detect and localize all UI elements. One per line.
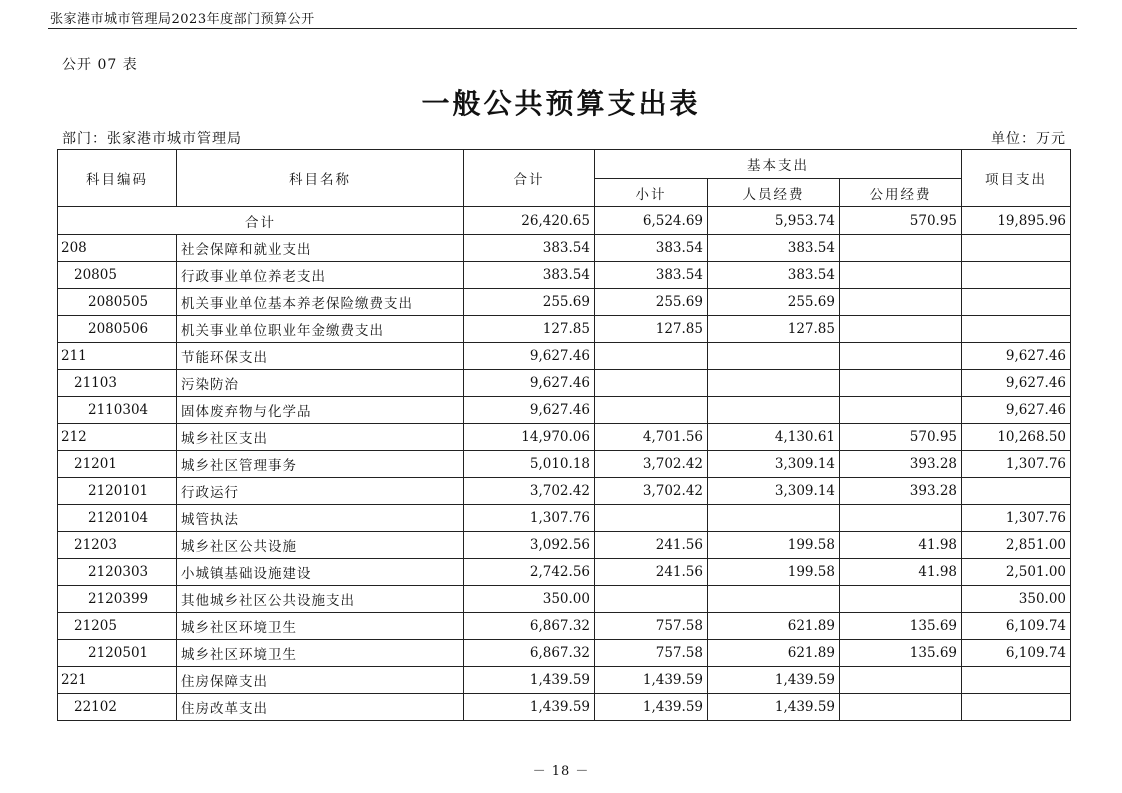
row-subtotal-cell: 3,702.42	[595, 451, 708, 478]
total-row-total: 26,420.65	[464, 207, 595, 235]
row-code-cell: 2120303	[58, 559, 177, 586]
row-project-cell	[962, 478, 1071, 505]
column-header-name: 科目名称	[177, 150, 464, 207]
row-project-cell	[962, 316, 1071, 343]
row-project-cell: 2,851.00	[962, 532, 1071, 559]
row-personnel-cell: 199.58	[708, 559, 840, 586]
row-subtotal-cell: 241.56	[595, 532, 708, 559]
row-name-cell: 机关事业单位职业年金缴费支出	[177, 316, 464, 343]
table-row	[58, 235, 1071, 262]
row-public-cell	[840, 505, 962, 532]
row-name-cell: 行政事业单位养老支出	[177, 262, 464, 289]
table-row	[58, 640, 1071, 667]
row-personnel-cell: 3,309.14	[708, 451, 840, 478]
row-personnel-cell	[708, 505, 840, 532]
row-total-cell: 1,439.59	[464, 667, 595, 694]
row-subtotal-cell: 255.69	[595, 289, 708, 316]
row-project-cell	[962, 667, 1071, 694]
row-subtotal-cell	[595, 397, 708, 424]
row-subtotal-cell	[595, 586, 708, 613]
row-subtotal-cell: 4,701.56	[595, 424, 708, 451]
table-row	[58, 289, 1071, 316]
row-project-cell	[962, 235, 1071, 262]
column-header-personnel: 人员经费	[708, 179, 840, 207]
table-row	[58, 397, 1071, 424]
row-project-cell: 9,627.46	[962, 397, 1071, 424]
row-personnel-cell: 3,309.14	[708, 478, 840, 505]
table-total-row	[58, 207, 1071, 235]
row-name-cell: 社会保障和就业支出	[177, 235, 464, 262]
row-name-cell: 城管执法	[177, 505, 464, 532]
row-total-cell: 383.54	[464, 262, 595, 289]
table-header	[58, 150, 1071, 207]
total-row-label: 合计	[58, 207, 464, 235]
row-personnel-cell: 383.54	[708, 262, 840, 289]
table-row	[58, 613, 1071, 640]
row-public-cell: 41.98	[840, 559, 962, 586]
table-number: 公开 07 表	[62, 57, 138, 73]
row-name-cell: 城乡社区环境卫生	[177, 613, 464, 640]
budget-expenditure-table	[57, 149, 1071, 721]
row-total-cell: 9,627.46	[464, 343, 595, 370]
row-project-cell: 9,627.46	[962, 343, 1071, 370]
total-row-public: 570.95	[840, 207, 962, 235]
row-name-cell: 行政运行	[177, 478, 464, 505]
row-code-cell: 2080505	[58, 289, 177, 316]
row-name-cell: 城乡社区支出	[177, 424, 464, 451]
column-header-basic-expenditure: 基本支出	[595, 150, 962, 179]
table-row	[58, 532, 1071, 559]
row-code-cell: 21203	[58, 532, 177, 559]
row-name-cell: 机关事业单位基本养老保险缴费支出	[177, 289, 464, 316]
row-subtotal-cell: 241.56	[595, 559, 708, 586]
row-total-cell: 255.69	[464, 289, 595, 316]
row-project-cell: 1,307.76	[962, 451, 1071, 478]
row-name-cell: 住房保障支出	[177, 667, 464, 694]
column-header-total: 合计	[464, 150, 595, 207]
row-public-cell: 135.69	[840, 640, 962, 667]
row-public-cell: 41.98	[840, 532, 962, 559]
row-subtotal-cell: 383.54	[595, 235, 708, 262]
row-code-cell: 2120104	[58, 505, 177, 532]
row-total-cell: 3,092.56	[464, 532, 595, 559]
row-subtotal-cell: 1,439.59	[595, 667, 708, 694]
row-total-cell: 3,702.42	[464, 478, 595, 505]
table-row	[58, 316, 1071, 343]
row-public-cell: 393.28	[840, 451, 962, 478]
row-project-cell	[962, 289, 1071, 316]
row-code-cell: 2080506	[58, 316, 177, 343]
row-subtotal-cell: 3,702.42	[595, 478, 708, 505]
row-code-cell: 2120101	[58, 478, 177, 505]
row-project-cell: 6,109.74	[962, 640, 1071, 667]
row-public-cell	[840, 235, 962, 262]
row-personnel-cell: 1,439.59	[708, 694, 840, 721]
row-total-cell: 383.54	[464, 235, 595, 262]
table-row	[58, 559, 1071, 586]
total-row-subtotal: 6,524.69	[595, 207, 708, 235]
row-personnel-cell: 621.89	[708, 640, 840, 667]
row-code-cell: 211	[58, 343, 177, 370]
row-public-cell	[840, 370, 962, 397]
table-row	[58, 586, 1071, 613]
row-name-cell: 城乡社区公共设施	[177, 532, 464, 559]
row-name-cell: 住房改革支出	[177, 694, 464, 721]
row-personnel-cell	[708, 397, 840, 424]
row-subtotal-cell	[595, 370, 708, 397]
department-label: 部门：张家港市城市管理局	[62, 131, 242, 147]
row-public-cell	[840, 343, 962, 370]
table-row	[58, 343, 1071, 370]
table-row	[58, 694, 1071, 721]
row-code-cell: 21205	[58, 613, 177, 640]
row-project-cell: 6,109.74	[962, 613, 1071, 640]
row-total-cell: 1,307.76	[464, 505, 595, 532]
row-total-cell: 127.85	[464, 316, 595, 343]
column-header-code: 科目编码	[58, 150, 177, 207]
column-header-subtotal: 小计	[595, 179, 708, 207]
row-public-cell	[840, 316, 962, 343]
row-personnel-cell	[708, 586, 840, 613]
row-name-cell: 污染防治	[177, 370, 464, 397]
row-project-cell	[962, 694, 1071, 721]
row-total-cell: 9,627.46	[464, 397, 595, 424]
row-subtotal-cell: 1,439.59	[595, 694, 708, 721]
row-code-cell: 2120501	[58, 640, 177, 667]
row-name-cell: 城乡社区管理事务	[177, 451, 464, 478]
row-public-cell	[840, 289, 962, 316]
row-personnel-cell: 383.54	[708, 235, 840, 262]
row-public-cell	[840, 694, 962, 721]
row-public-cell: 393.28	[840, 478, 962, 505]
row-public-cell	[840, 586, 962, 613]
column-header-public: 公用经费	[840, 179, 962, 207]
row-name-cell: 城乡社区环境卫生	[177, 640, 464, 667]
row-public-cell: 570.95	[840, 424, 962, 451]
table-row	[58, 451, 1071, 478]
row-subtotal-cell: 757.58	[595, 613, 708, 640]
row-personnel-cell: 127.85	[708, 316, 840, 343]
row-code-cell: 212	[58, 424, 177, 451]
total-row-personnel: 5,953.74	[708, 207, 840, 235]
row-total-cell: 5,010.18	[464, 451, 595, 478]
row-project-cell	[962, 262, 1071, 289]
column-header-project-expenditure: 项目支出	[962, 150, 1071, 207]
row-personnel-cell: 199.58	[708, 532, 840, 559]
row-public-cell: 135.69	[840, 613, 962, 640]
header-divider	[48, 28, 1077, 29]
row-public-cell	[840, 397, 962, 424]
row-code-cell: 221	[58, 667, 177, 694]
row-subtotal-cell: 127.85	[595, 316, 708, 343]
row-total-cell: 14,970.06	[464, 424, 595, 451]
row-code-cell: 21201	[58, 451, 177, 478]
row-personnel-cell: 621.89	[708, 613, 840, 640]
row-name-cell: 固体废弃物与化学品	[177, 397, 464, 424]
table-row	[58, 478, 1071, 505]
row-subtotal-cell: 757.58	[595, 640, 708, 667]
row-code-cell: 208	[58, 235, 177, 262]
row-project-cell: 10,268.50	[962, 424, 1071, 451]
row-personnel-cell: 255.69	[708, 289, 840, 316]
page-title: 一般公共预算支出表	[421, 87, 701, 120]
row-total-cell: 1,439.59	[464, 694, 595, 721]
row-name-cell: 其他城乡社区公共设施支出	[177, 586, 464, 613]
row-subtotal-cell	[595, 505, 708, 532]
row-project-cell: 1,307.76	[962, 505, 1071, 532]
total-row-project: 19,895.96	[962, 207, 1071, 235]
unit-label: 单位：万元	[991, 131, 1066, 147]
row-total-cell: 2,742.56	[464, 559, 595, 586]
row-code-cell: 2120399	[58, 586, 177, 613]
row-total-cell: 6,867.32	[464, 613, 595, 640]
running-header-title: 张家港市城市管理局2023年度部门预算公开	[50, 12, 315, 27]
row-project-cell: 9,627.46	[962, 370, 1071, 397]
row-personnel-cell	[708, 343, 840, 370]
table-row	[58, 370, 1071, 397]
table-row	[58, 667, 1071, 694]
table-body	[58, 207, 1071, 721]
row-subtotal-cell: 383.54	[595, 262, 708, 289]
row-name-cell: 节能环保支出	[177, 343, 464, 370]
row-total-cell: 9,627.46	[464, 370, 595, 397]
row-code-cell: 2110304	[58, 397, 177, 424]
row-public-cell	[840, 667, 962, 694]
table-row	[58, 424, 1071, 451]
row-project-cell: 2,501.00	[962, 559, 1071, 586]
row-code-cell: 20805	[58, 262, 177, 289]
row-name-cell: 小城镇基础设施建设	[177, 559, 464, 586]
row-subtotal-cell	[595, 343, 708, 370]
row-project-cell: 350.00	[962, 586, 1071, 613]
row-code-cell: 22102	[58, 694, 177, 721]
row-personnel-cell: 1,439.59	[708, 667, 840, 694]
row-total-cell: 350.00	[464, 586, 595, 613]
table-row	[58, 262, 1071, 289]
row-code-cell: 21103	[58, 370, 177, 397]
row-total-cell: 6,867.32	[464, 640, 595, 667]
row-personnel-cell	[708, 370, 840, 397]
page-number: － 18 －	[532, 764, 590, 779]
row-public-cell	[840, 262, 962, 289]
row-personnel-cell: 4,130.61	[708, 424, 840, 451]
table-row	[58, 505, 1071, 532]
